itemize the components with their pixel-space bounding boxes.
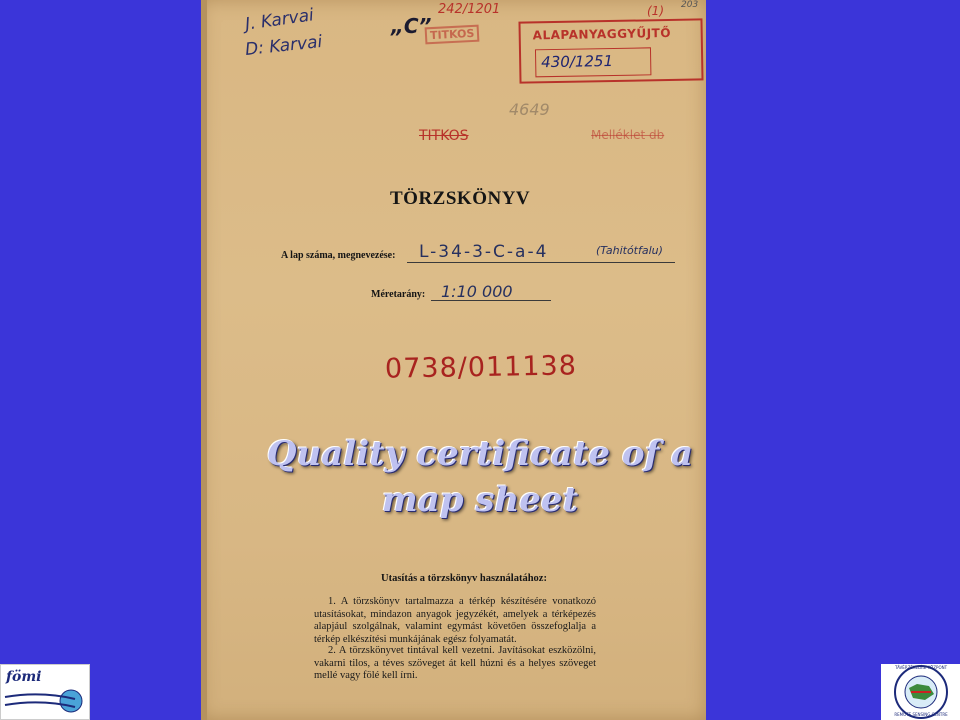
- serial-number: 0738/011138: [384, 350, 578, 385]
- instructions-title: Utasítás a törzskönyv használatához:: [381, 573, 547, 584]
- sheet-number-label: A lap száma, megnevezése:: [281, 250, 396, 261]
- crossed-titkos-stamp: TITKOS: [419, 128, 469, 144]
- stamp-alapanyag-title: ALAPANYAGGYŰJTŐ: [532, 25, 672, 43]
- scale-label: Méretarány:: [371, 289, 426, 300]
- stamp-titkos-top: TITKOS: [425, 25, 480, 45]
- handwriting-name-1: J. Karvai: [243, 5, 316, 35]
- fomi-logo: [0, 664, 90, 720]
- document-edge: [201, 0, 207, 720]
- remote-sensing-ring-text: TÁVÉRZÉKELÉSI KÖZPONT: [894, 665, 948, 670]
- pencil-corner-number: 203: [681, 0, 699, 10]
- handwriting-quote-c: „C”: [391, 14, 432, 38]
- fomi-globe-icon: [1, 665, 89, 719]
- sheet-number-underline: [407, 262, 675, 263]
- remote-sensing-centre-logo: [881, 664, 960, 720]
- pencil-number: 4649: [509, 100, 550, 119]
- fomi-logo-text: fömi: [6, 669, 42, 685]
- sheet-number-note: (Tahitótfalu): [596, 244, 663, 257]
- crossed-mellekletek-stamp: Melléklet db: [591, 128, 665, 142]
- handwriting-number-red: 242/1201: [438, 2, 501, 17]
- document-title: TÖRZSKÖNYV: [390, 188, 531, 209]
- handwriting-name-2: D: Karvai: [244, 32, 324, 60]
- sheet-number-value: L-34-3-C-a-4: [419, 242, 549, 262]
- instruction-2: 2. A törzskönyvet tintával kell vezetni. Javításokat eszközölni, vakarni tilos, a téves szöveget át kell húzni és a helyes szöveget mellé vagy fölé kell írni.: [314, 645, 596, 682]
- caption-line-2: map sheet: [381, 480, 579, 520]
- scale-value: 1:10 000: [441, 282, 513, 301]
- stamp-circle-number: (1): [647, 4, 664, 18]
- stamp-alapanyag: [518, 18, 703, 83]
- instruction-1: 1. A törzskönyv tartalmazza a térkép készítésére vonatkozó utasításokat, mindazon anyagok jegyzékét, amelyek a térképezés alapjául szolgálnak, valamint egymást követően összefoglalja a térkép elkészítési munkájának egész folyamatát.: [314, 596, 596, 646]
- remote-sensing-bottom-text: REMOTE SENSING CENTRE: [894, 712, 948, 717]
- caption-line-1: Quality certificate of a: [266, 434, 694, 474]
- stamp-alapanyag-number: 430/1251: [541, 51, 614, 72]
